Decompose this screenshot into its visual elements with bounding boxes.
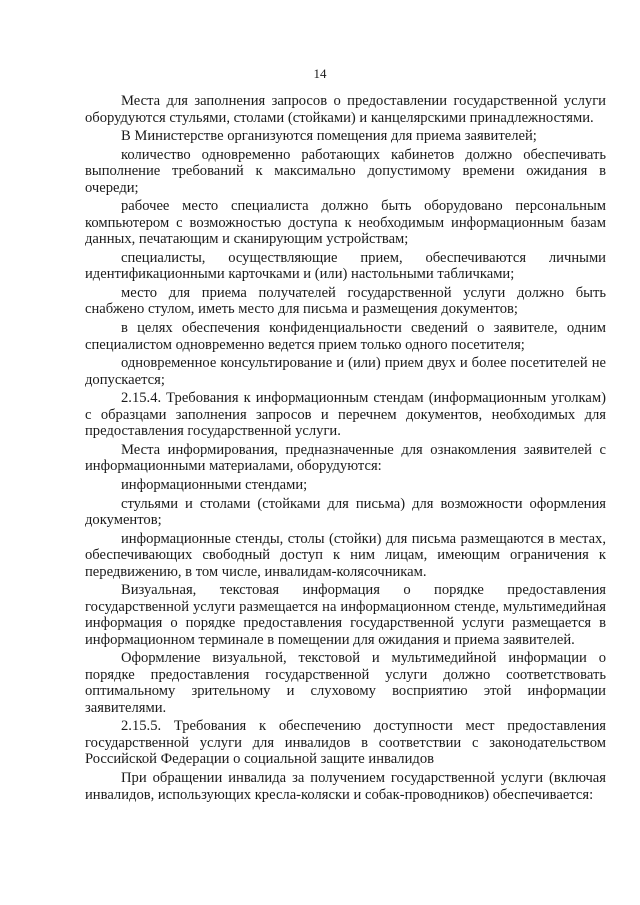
paragraph: специалисты, осуществляющие прием, обеспечиваются личными идентификационными карточками и (или) настольными табличками; xyxy=(85,249,606,283)
paragraph: Места для заполнения запросов о предоставлении государственной услуги оборудуются стульями, столами (стойками) и канцелярскими принадлежностями. xyxy=(85,93,606,126)
paragraph: Места информирования, предназначенные для ознакомления заявителей с информационными материалами, оборудуются: xyxy=(85,441,606,475)
paragraph: рабочее место специалиста должно быть оборудовано персональным компьютером с возможностью доступа к необходимым информационным базам данных, печатающим и сканирующим устройствам; xyxy=(85,198,606,248)
paragraph: стульями и столами (стойками для письма) для возможности оформления документов; xyxy=(85,495,606,529)
page-number: 14 xyxy=(313,66,327,81)
paragraph: информационные стенды, столы (стойки) для письма размещаются в местах, обеспечивающих свободный доступ к ним лицам, имеющим ограничения к передвижению, в том числе, инвалидам-колясочникам. xyxy=(85,530,606,580)
paragraph: в целях обеспечения конфиденциальности сведений о заявителе, одним специалистом одновременно ведется прием только одного посетителя; xyxy=(85,320,606,353)
section-heading-2-15-4: 2.15.4. Требования к информационным стендам (информационным уголкам) с образцами заполнения запросов и перечнем документов, необходимых для предоставления государственной услуги. xyxy=(85,390,606,440)
section-heading-2-15-5: 2.15.5. Требования к обеспечению доступности мест предоставления государственной услуги для инвалидов в соответствии с законодательством Российской Федерации о социальной защите инвалидов xyxy=(85,718,606,768)
paragraph: место для приема получателей государственной услуги должно быть снабжено стулом, иметь место для письма и размещения документов; xyxy=(85,284,606,318)
paragraph: При обращении инвалида за получением государственной услуги (включая инвалидов, использующих кресла-коляски и собак-проводников) обеспечивается: xyxy=(85,770,606,803)
paragraph: Визуальная, текстовая информация о порядке предоставления государственной услуги размещается на информационном стенде, мультимедийная информация о порядке предоставления государственной услуги размещается в информационном терминале в помещении для ожидания и приема заявителей. xyxy=(85,582,606,648)
paragraph: В Министерстве организуются помещения для приема заявителей; xyxy=(121,128,537,145)
paragraph: одновременное консультирование и (или) прием двух и более посетителей не допускается; xyxy=(85,355,606,388)
paragraph: количество одновременно работающих кабинетов должно обеспечивать выполнение требований к максимально допустимому времени ожидания в очереди; xyxy=(85,146,606,196)
paragraph: Оформление визуальной, текстовой и мультимедийной информации о порядке предоставления государственной услуги должно соответствовать оптимальному зрительному и слуховому восприятию этой информации заявителями. xyxy=(85,650,606,716)
paragraph: информационными стендами; xyxy=(121,476,308,493)
document-body xyxy=(85,93,606,805)
